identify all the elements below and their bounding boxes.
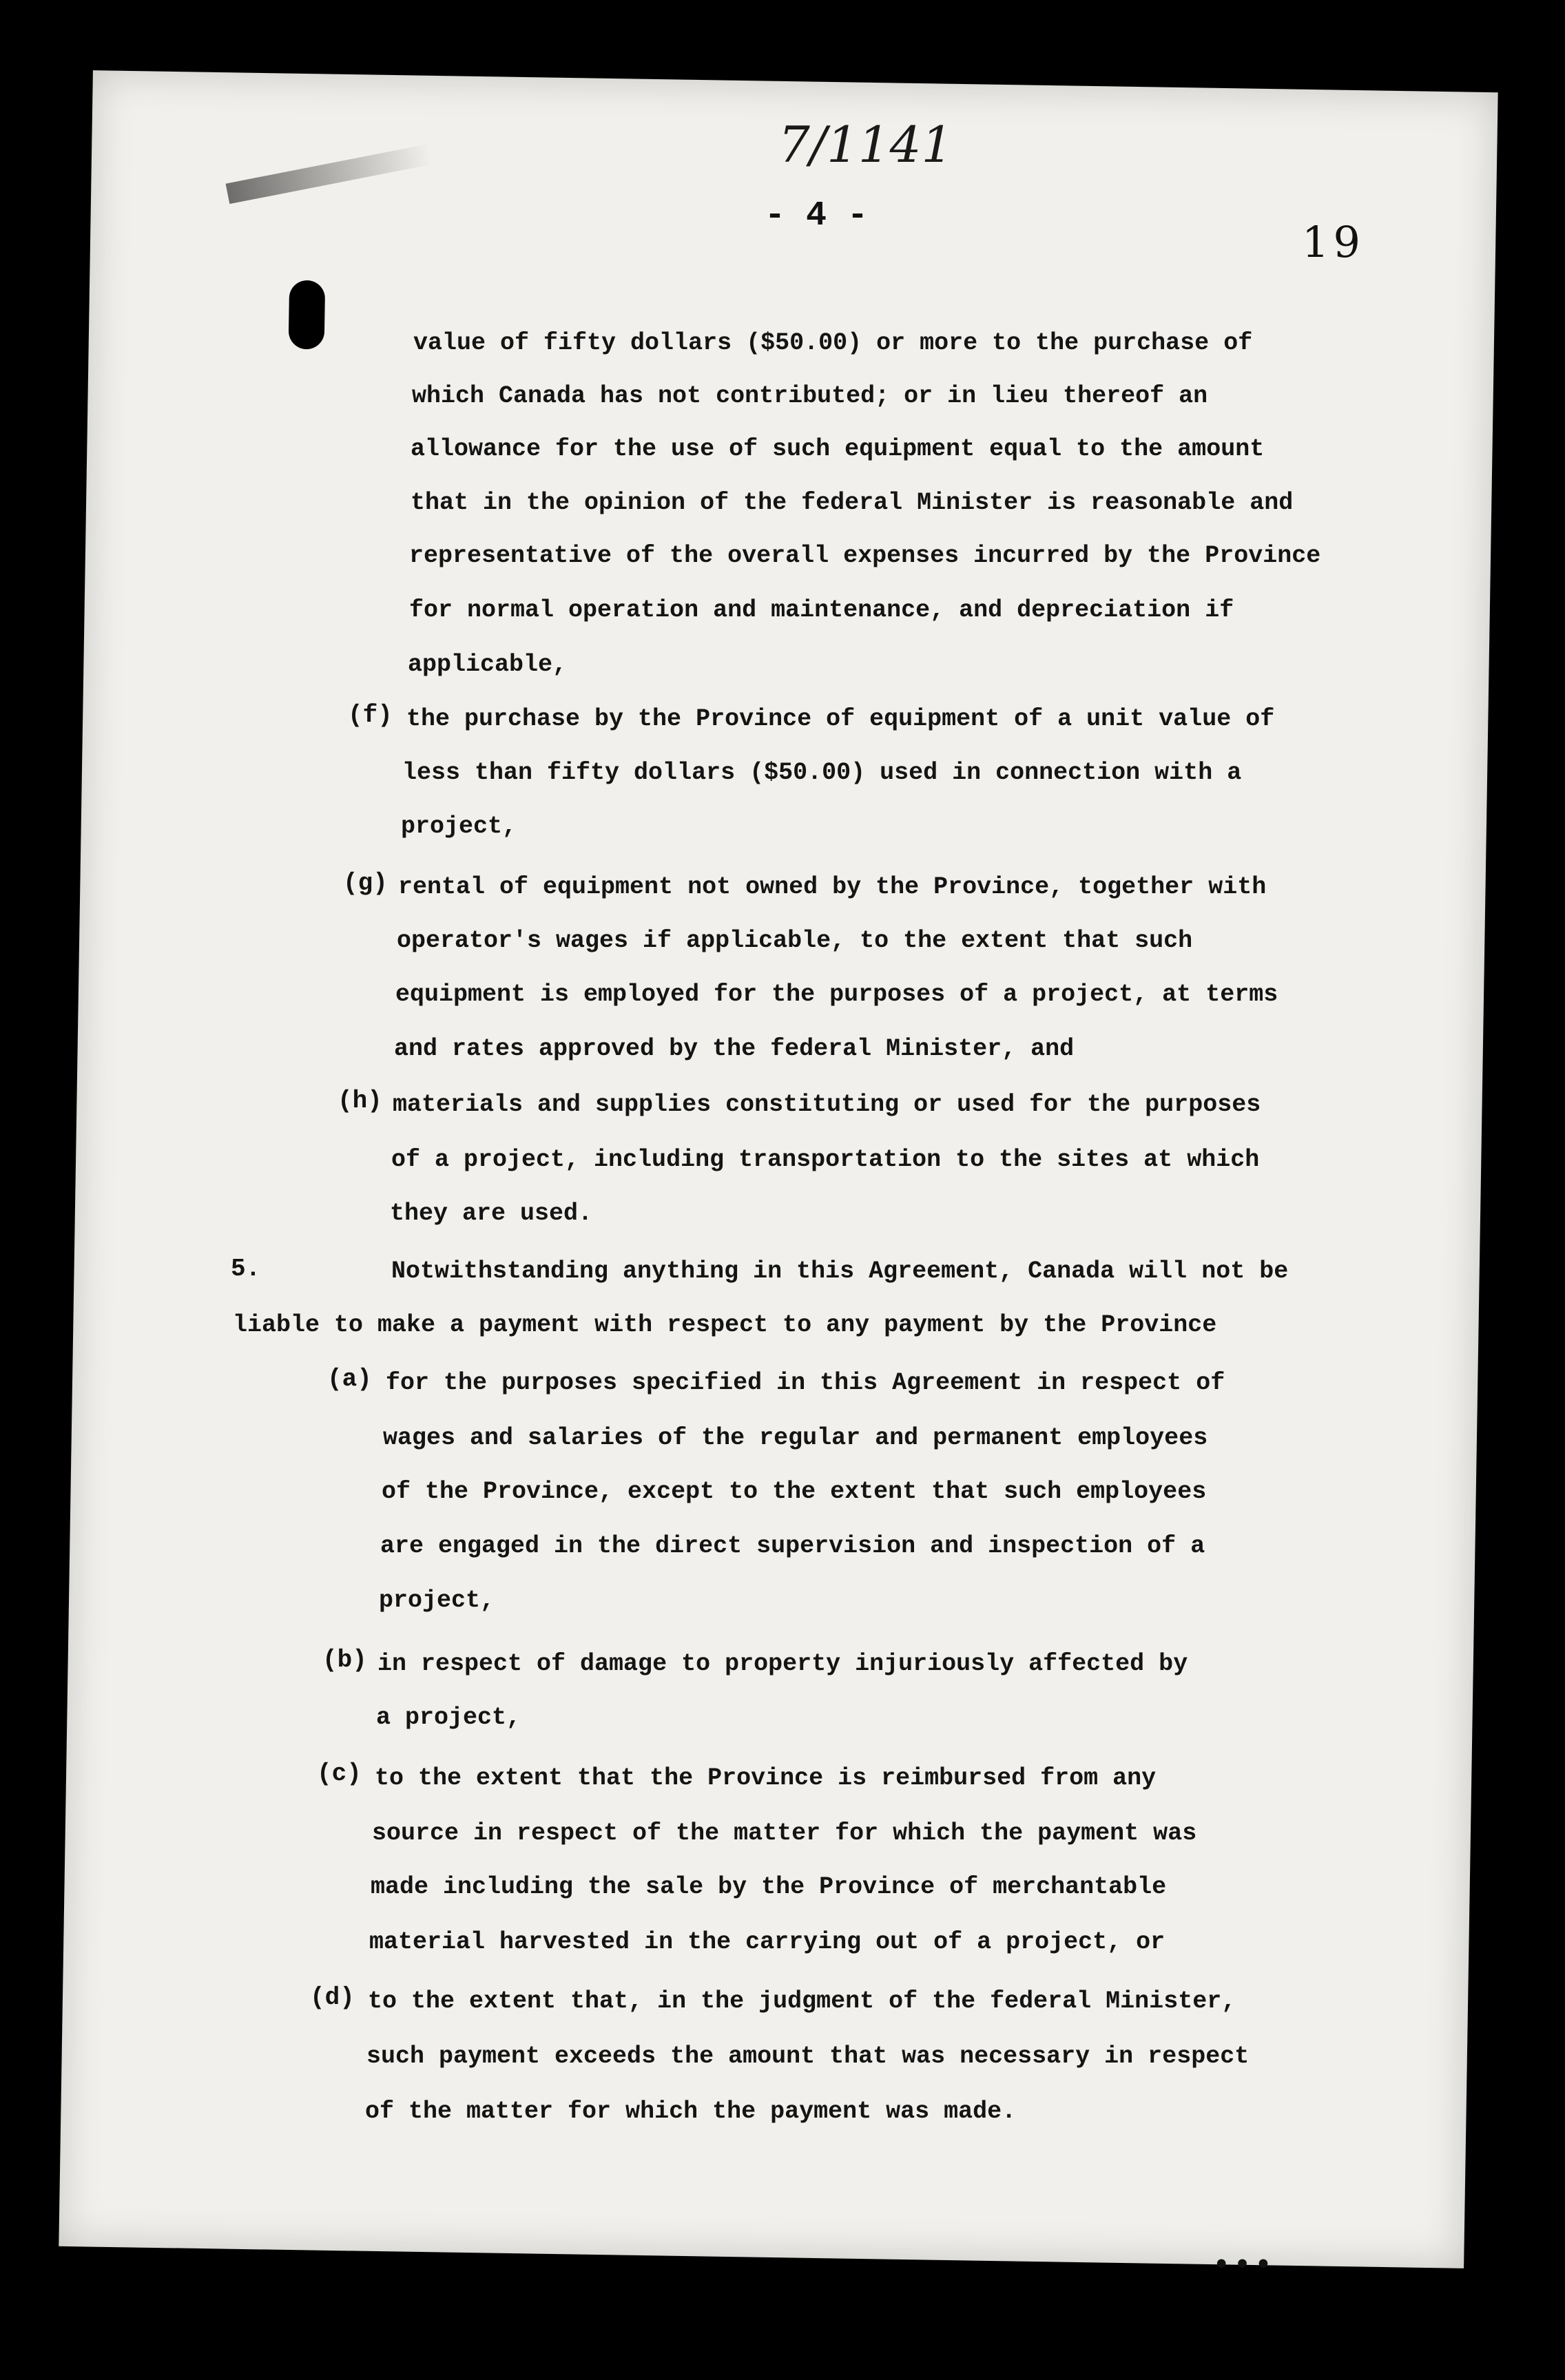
item-h-line: they are used. <box>390 1200 593 1227</box>
handwritten-reference-number: 7/1141 <box>778 116 953 174</box>
item-f-line: less than fifty dollars ($50.00) used in connection with a <box>402 759 1242 786</box>
para-e-line: that in the opinion of the federal Minister is reasonable and <box>411 489 1294 516</box>
item-d-line: to the extent that, in the judgment of the federal Minister, <box>368 1987 1236 2015</box>
item-a-line: of the Province, except to the extent that such employees <box>382 1478 1207 1505</box>
section-5-line: liable to make a payment with respect to any payment by the Province <box>233 1311 1217 1339</box>
item-b-line: a project, <box>376 1704 521 1731</box>
item-f-label: (f) <box>348 701 393 729</box>
item-f-line: the purchase by the Province of equipment of a unit value of <box>406 705 1275 733</box>
para-e-line: which Canada has not contributed; or in lieu thereof an <box>412 382 1208 410</box>
item-g-line: rental of equipment not owned by the Province, together with <box>398 873 1267 901</box>
item-h-line: materials and supplies constituting or used for the purposes <box>393 1091 1261 1118</box>
item-c-line: source in respect of the matter for which the payment was <box>372 1819 1197 1847</box>
item-c-line: to the extent that the Province is reimbursed from any <box>375 1764 1157 1792</box>
continuation-dots: ••• <box>1212 2248 1276 2283</box>
item-h-line: of a project, including transportation to the sites at which <box>391 1146 1260 1173</box>
item-d-line: of the matter for which the payment was made. <box>365 2098 1017 2125</box>
para-e-line: applicable, <box>408 651 568 678</box>
item-c-label: (c) <box>317 1760 362 1788</box>
para-e-line: value of fifty dollars ($50.00) or more to the purchase of <box>413 329 1253 357</box>
item-a-line: wages and salaries of the regular and permanent employees <box>383 1424 1208 1452</box>
item-g-line: and rates approved by the federal Minister, and <box>394 1035 1075 1063</box>
item-a-line: project, <box>379 1587 495 1614</box>
para-e-line: representative of the overall expenses incurred by the Province <box>409 542 1321 570</box>
page-marker: - 4 - <box>765 196 869 236</box>
item-f-line: project, <box>401 813 517 840</box>
item-c-line: made including the sale by the Province of merchantable <box>371 1873 1167 1901</box>
item-a-line: for the purposes specified in this Agreement in respect of <box>386 1369 1225 1397</box>
scan-shadow-streak <box>226 144 433 204</box>
punch-hole <box>289 280 326 350</box>
item-c-line: material harvested in the carrying out of a project, or <box>369 1928 1165 1956</box>
item-d-label: (d) <box>310 1983 355 2012</box>
item-g-label: (g) <box>343 869 388 897</box>
item-d-line: such payment exceeds the amount that was necessary in respect <box>366 2043 1250 2070</box>
item-a-label: (a) <box>327 1365 372 1393</box>
item-g-line: operator's wages if applicable, to the extent that such <box>397 927 1193 954</box>
para-e-line: allowance for the use of such equipment equal to the amount <box>411 435 1265 463</box>
item-g-line: equipment is employed for the purposes of a project, at terms <box>395 981 1278 1008</box>
item-a-line: are engaged in the direct supervision and inspection of a <box>380 1532 1205 1560</box>
section-5-number: 5. <box>231 1255 261 1283</box>
item-b-line: in respect of damage to property injuriously affected by <box>377 1650 1188 1678</box>
item-b-label: (b) <box>322 1646 367 1674</box>
para-e-line: for normal operation and maintenance, and depreciation if <box>409 596 1234 624</box>
page-number: 19 <box>1302 217 1365 267</box>
section-5-line: Notwithstanding anything in this Agreement, Canada will not be <box>391 1257 1289 1285</box>
item-h-label: (h) <box>338 1087 382 1115</box>
